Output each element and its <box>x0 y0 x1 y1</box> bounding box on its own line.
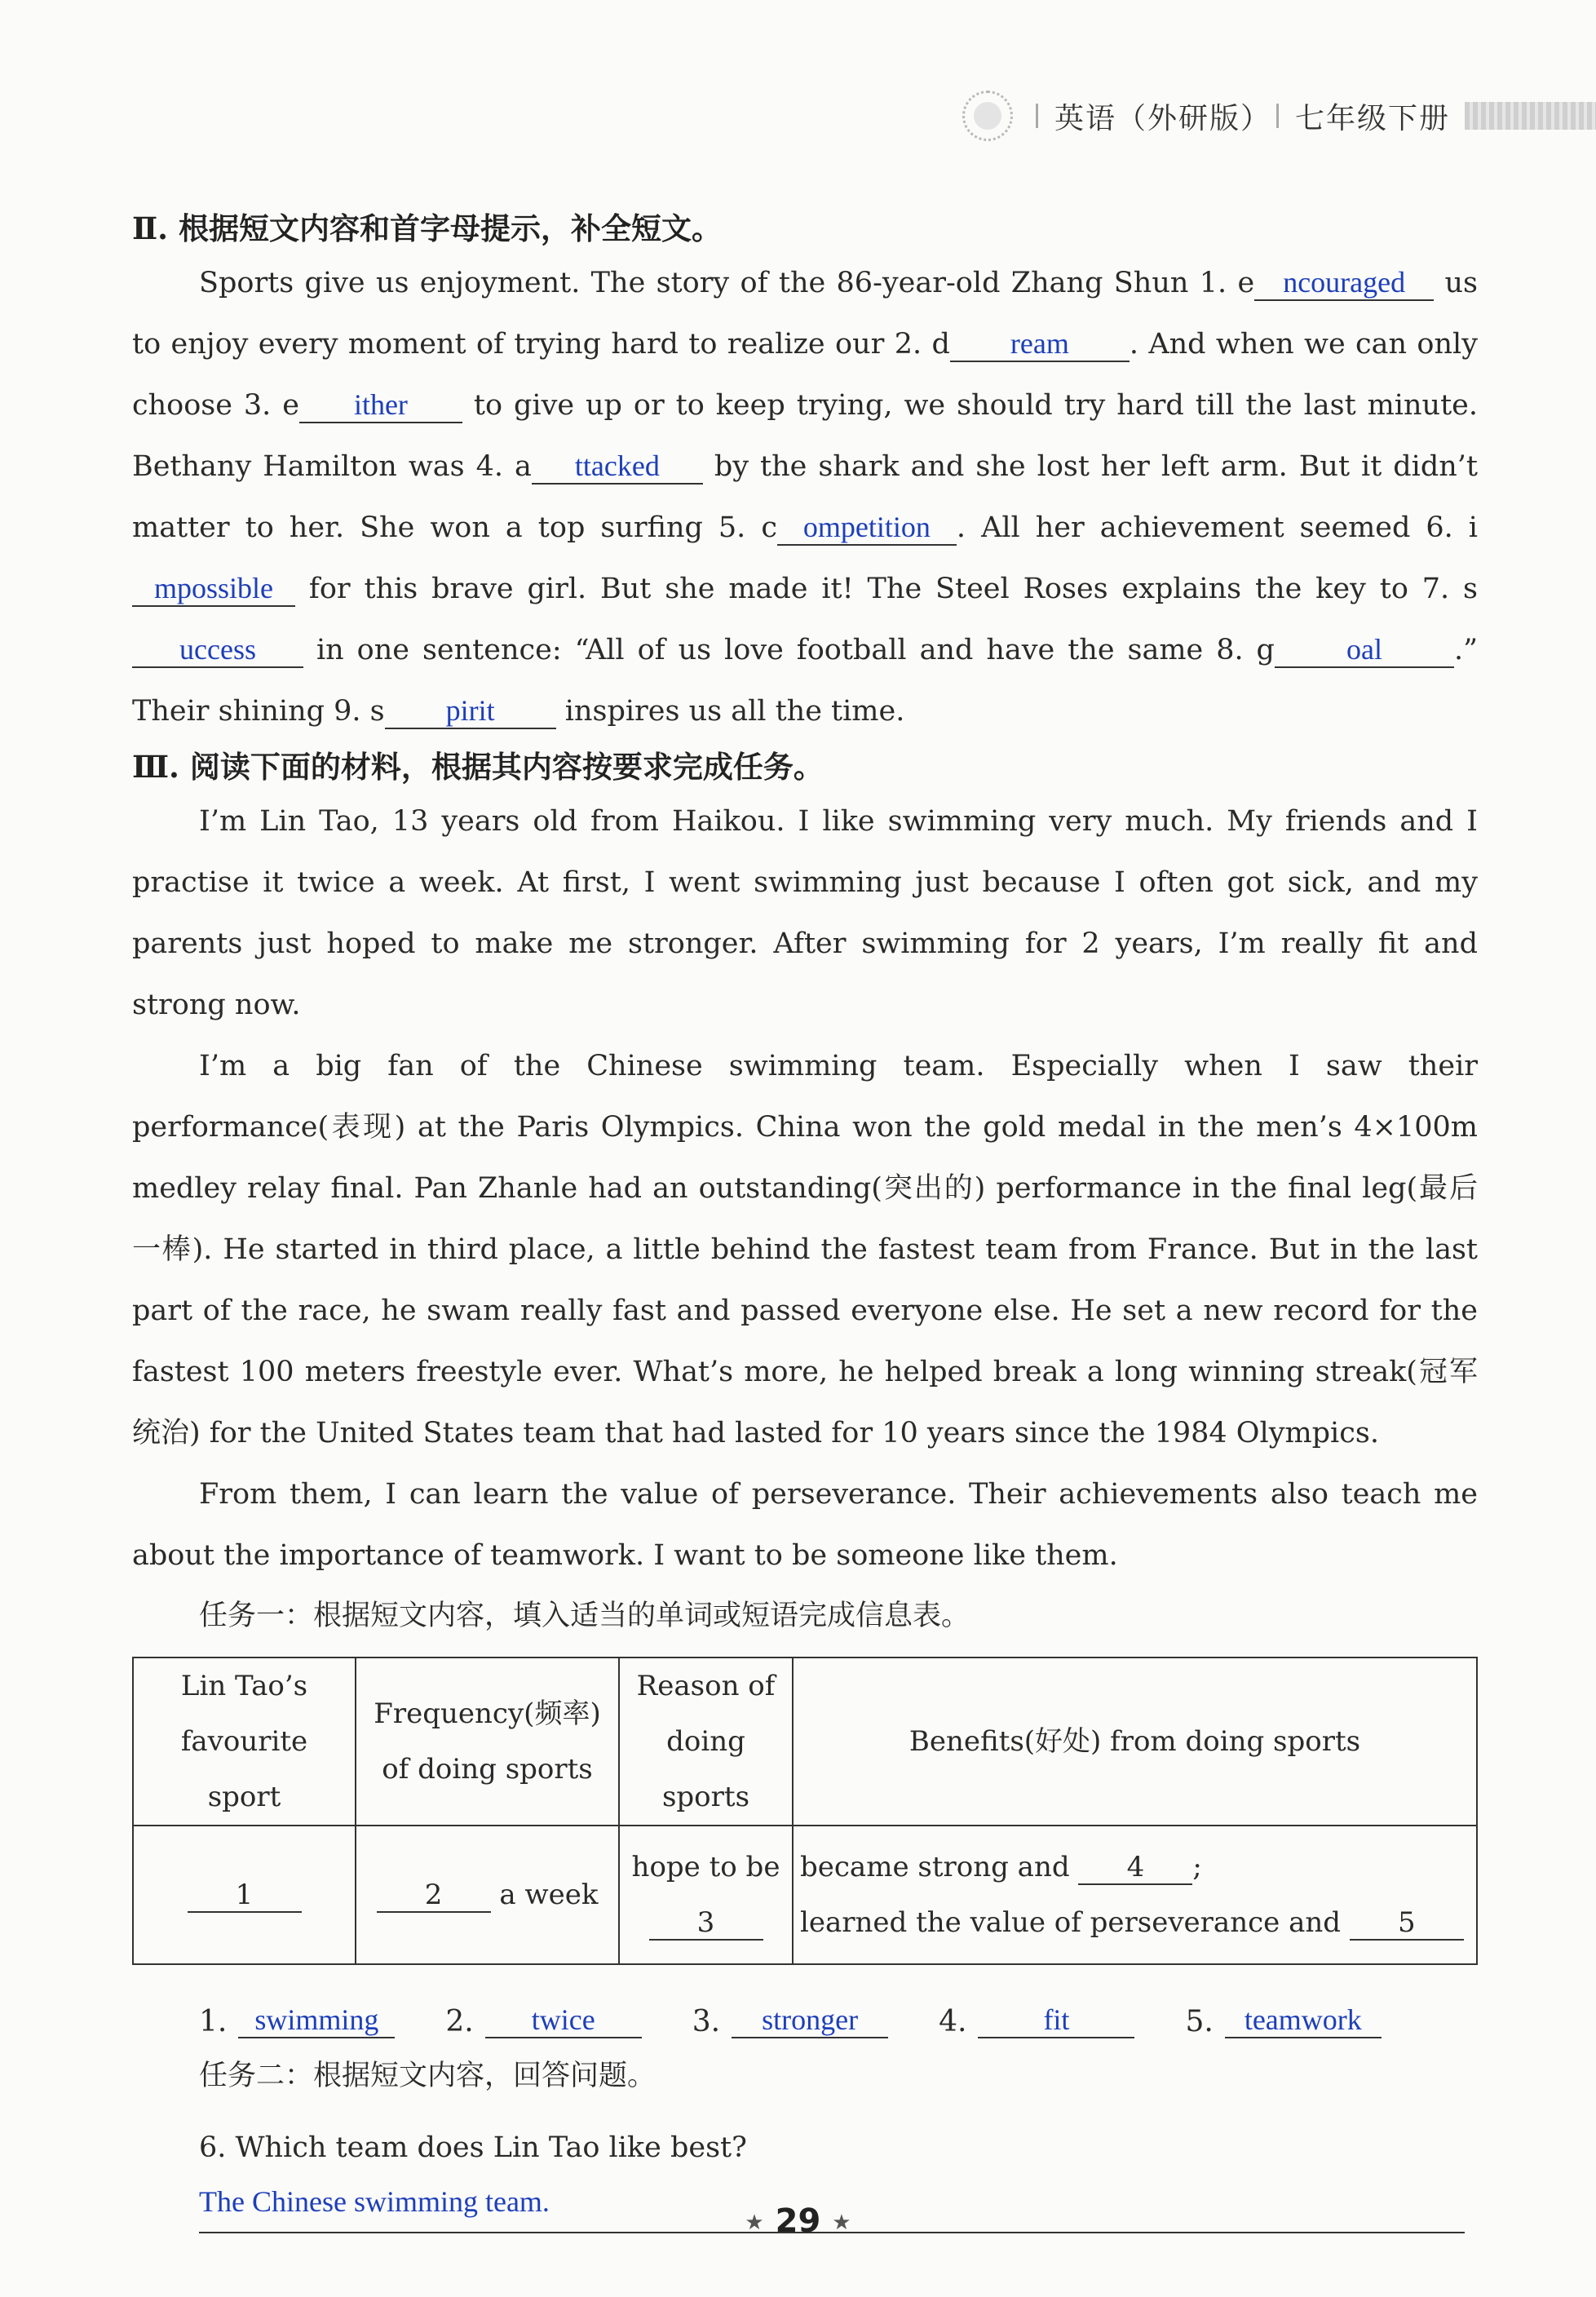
table-blank-2[interactable] <box>377 1879 491 1913</box>
passage-text: us to enjoy every moment of trying hard to realize our 2. d <box>132 267 1478 361</box>
blank-7[interactable] <box>132 633 303 668</box>
passage-text: for this brave girl. But she made it! The Steel Roses explains the key to 7. s <box>295 573 1478 605</box>
passage-text: by the shark and she lost her left arm. But it didn’t matter to her. She won a top surfing 5. c <box>132 450 1478 544</box>
passage-text: .” Their shining 9. s <box>132 634 1478 728</box>
blank-9[interactable] <box>385 694 556 729</box>
answer-number: 3. <box>692 2005 721 2038</box>
cell-text: a week <box>499 1879 599 1911</box>
reading-paragraph-3: From them, I can learn the value of perseverance. Their achievements also teach me about the importance of teamwork. I want to be someone like them. <box>132 1478 1478 1572</box>
answer-2: ream <box>1010 327 1069 360</box>
sun-logo-icon <box>962 91 1013 141</box>
passage-text: in one sentence: “All of us love football and have the same 8. g <box>303 634 1275 666</box>
answer-6: mpossible <box>153 572 273 604</box>
answer-line[interactable]: fit <box>978 2003 1134 2038</box>
star-icon: ★ <box>832 2211 851 2235</box>
task2-instruction: 任务二：根据短文内容，回答问题。 <box>199 2060 657 2092</box>
section2-passage <box>132 253 1478 742</box>
answer-9: pirit <box>445 694 495 727</box>
answer-line[interactable]: twice <box>485 2003 642 2038</box>
answer-1: ncouraged <box>1283 266 1406 299</box>
reading-paragraph-2: I’m a big fan of the Chinese swimming team. Especially when I saw their performance(表现) at the Paris Olympics. China won the gold medal in the men’s 4×100m medley relay final. Pan Zhanle had an outstanding(突出的) performance in the final leg(最后一棒). He started in third place, a little behind the fastest team from France. But in the last part of the race, he swam really fast and passed everyone else. He set a new record for the fastest 100 meters freestyle ever. What’s more, he helped break a long winning streak(冠军统治) for the United States team that had lasted for 10 years since the 1984 Olympics. <box>132 1050 1478 1449</box>
star-icon: ★ <box>745 2211 764 2235</box>
answer-item <box>199 2003 395 2038</box>
task1-answers <box>199 2003 1478 2038</box>
blank-6[interactable] <box>132 572 295 607</box>
page-number <box>0 2202 1596 2240</box>
answer-4: ttacked <box>574 449 660 482</box>
blank-4[interactable] <box>532 449 703 485</box>
table-header: Frequency(频率) of doing sports <box>356 1657 619 1826</box>
table-header: Reason of doing sports <box>619 1657 793 1826</box>
table-blank-3[interactable] <box>649 1906 763 1941</box>
passage-text: . And when we can only choose 3. e <box>132 328 1478 422</box>
table-cell-benefits <box>793 1826 1477 1964</box>
page-content <box>132 204 1478 2233</box>
blank-2[interactable] <box>950 327 1130 362</box>
cell-text: hope to be <box>631 1851 780 1883</box>
cell-text: became strong and <box>800 1851 1070 1883</box>
answer-line[interactable]: swimming <box>238 2003 395 2038</box>
answer-line[interactable]: teamwork <box>1225 2003 1382 2038</box>
page-number-value: 29 <box>775 2202 821 2240</box>
blank-5[interactable] <box>777 511 957 546</box>
table-blank-4[interactable] <box>1078 1851 1192 1885</box>
blank-number: 4 <box>1126 1851 1145 1883</box>
table-header: Lin Tao’s favourite sport <box>133 1657 356 1826</box>
table-blank-1[interactable] <box>188 1879 302 1913</box>
page-header <box>962 90 1596 142</box>
answer-item <box>1185 2003 1381 2038</box>
question-6-answer: The Chinese swimming team. <box>199 2185 550 2218</box>
answer-5: ompetition <box>802 511 931 543</box>
blank-1[interactable] <box>1254 266 1434 301</box>
info-table <box>132 1657 1478 1965</box>
header-divider <box>1276 104 1279 128</box>
blank-number: 3 <box>696 1906 715 1939</box>
table-blank-5[interactable] <box>1350 1906 1464 1941</box>
question-6: 6. Which team does Lin Tao like best? <box>199 2131 747 2164</box>
task1-instruction: 任务一：根据短文内容，填入适当的单词或短语完成信息表。 <box>199 1600 970 1632</box>
answer-number: 2. <box>445 2005 474 2038</box>
subject-title: 英语（外研版） <box>1054 101 1272 135</box>
answer-number: 1. <box>199 2005 228 2038</box>
passage-text: inspires us all the time. <box>555 695 905 728</box>
answer-number: 5. <box>1185 2005 1214 2038</box>
table-header: Benefits(好处) from doing sports <box>793 1657 1477 1826</box>
header-decor-bar <box>1465 102 1596 130</box>
passage-text: to give up or to keep trying, we should try hard till the last minute. Bethany Hamilton was 4. a <box>132 389 1478 483</box>
table-cell-sport <box>133 1826 356 1964</box>
answer-line[interactable]: stronger <box>732 2003 888 2038</box>
blank-8[interactable] <box>1275 633 1454 668</box>
answer-item <box>692 2003 888 2038</box>
answer-7: uccess <box>179 633 256 666</box>
answer-3: ither <box>353 388 408 421</box>
section2-title: Ⅱ. 根据短文内容和首字母提示，补全短文。 <box>132 210 722 246</box>
header-divider <box>1036 104 1038 128</box>
answer-item <box>939 2003 1134 2038</box>
blank-3[interactable] <box>299 388 462 423</box>
answer-number: 4. <box>939 2005 967 2038</box>
blank-number: 1 <box>235 1879 254 1911</box>
table-cell-frequency <box>356 1826 619 1964</box>
answer-item <box>445 2003 641 2038</box>
cell-text: ; <box>1192 1851 1202 1883</box>
answer-8: oal <box>1346 633 1382 666</box>
passage-text: Sports give us enjoyment. The story of the 86-year-old Zhang Shun 1. e <box>199 267 1255 299</box>
passage-text: . All her achievement seemed 6. i <box>956 511 1478 544</box>
reading-paragraph-1: I’m Lin Tao, 13 years old from Haikou. I like swimming very much. My friends and I practise it twice a week. At first, I went swimming just because I often got sick, and my parents just hoped to make me stronger. After swimming for 2 years, I’m really fit and strong now. <box>132 805 1478 1021</box>
grade-title: 七年级下册 <box>1295 101 1451 135</box>
blank-number: 5 <box>1397 1906 1416 1939</box>
blank-number: 2 <box>424 1879 443 1911</box>
section3-title: Ⅲ. 阅读下面的材料，根据其内容按要求完成任务。 <box>132 749 824 785</box>
cell-text: learned the value of perseverance and <box>800 1906 1341 1939</box>
table-cell-reason <box>619 1826 793 1964</box>
